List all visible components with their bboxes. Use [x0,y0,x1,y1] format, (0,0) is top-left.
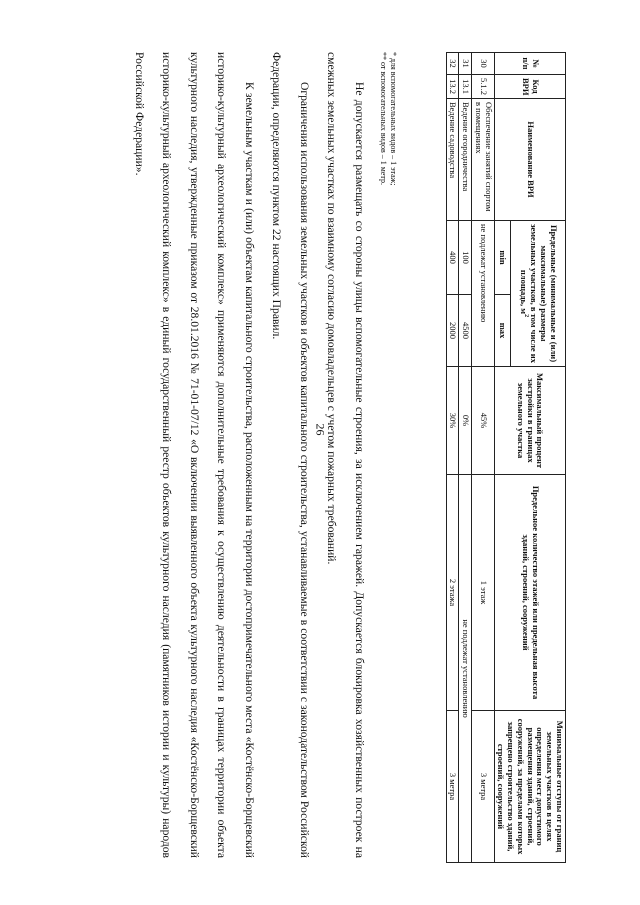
table-footnotes [377,52,398,185]
header-area-text: Предельные (минимальные и (или) максимальные) размеры земельных участков, в том числе их площадь, м [518,224,559,363]
rotated-landscape-content [66,52,566,862]
header-num: № п/п [494,53,565,75]
header-area-group [511,221,566,367]
regulations-table [446,52,566,863]
table-row [472,53,495,863]
cell-max: 4500 [459,295,472,367]
cell-size: не подлежат установлению [472,221,495,367]
cell-floors: 1 этаж [472,475,495,711]
header-max: max [494,295,510,367]
header-code: Код ВРИ [494,75,565,99]
cell-name: Ведение садоводства [446,99,459,221]
header-min: min [494,221,510,295]
cell-min: 400 [446,221,459,295]
page-number: 26 [313,423,328,436]
cell-code: 13.1 [459,75,472,99]
header-floors: Предельное количество этажей или предельная высота зданий, строений, сооружений [494,475,565,711]
cell-setback: 3 метра [472,711,495,863]
cell-num: 30 [472,53,495,75]
table-row [459,53,472,863]
footnote-2: ** от вспомогательных видов – 1 метр. [378,52,388,185]
paragraph-restrictions: Ограничения использования земельных участков и объектов капитального строительства, устанавливаемые в соответствии с законодательством Российской Федерации, определяются пунктом 22 настоящих Правил. [270,52,311,858]
header-area-sup: 2 [522,314,529,318]
table-row [446,53,459,863]
footnote-1: * для вспомогательных видов – 1 этаж; [389,52,398,186]
cell-name: Ведение огородничества [459,99,472,221]
paragraph-garages: Не допускается размещать со стороны улицы вспомогательные строения, за исключением гаражей. Допускается блокировка хозяйственных построек на смежных земельных участках по взаимному согласию домовладельцев с учетом пожарных требований. [325,52,366,858]
cell-name: Обеспечение занятий спортом в помещениях [472,99,495,221]
cell-code: 5.1.2 [472,75,495,99]
cell-setback: 3 метра [446,711,459,863]
cell-percent: 30% [446,367,459,475]
cell-floors: 2 этажа [446,475,459,711]
cell-percent: 0% [459,367,472,475]
header-setback: Минимальные отступы от границ земельных участков в целях определения мест допустимого размещения зданий, строений, сооружений, за пределами которых запрещено строительство зданий, строений, сооружений [494,711,565,863]
header-percent: Максимальный процент застройки в границах земельного участка [494,367,565,475]
cell-rest: не подлежат установлению [459,475,472,863]
paragraph-heritage: К земельным участкам и (или) объектам капитального строительства, расположенным на территории достопримечательного места «Костёнско-Борщевский историко-культурный археологический комплекс» применяются дополнительные требования к осуществлению деятельности в границах территории объекта культурного наследия, утвержденные приказом от 28.01.2016 № 71-01-07/12 «О включении выявленного объекта культурного наследия «Костёнско-Борщевский историко-культурный археологический комплекс» в единый государственный реестр объектов культурного наследия (памятников истории и культуры) народов Российской Федерации». [133,52,256,858]
cell-max: 2000 [446,295,459,367]
header-name: Наименование ВРИ [494,99,565,221]
cell-percent: 45% [472,367,495,475]
cell-min: 100 [459,221,472,295]
cell-num: 31 [459,53,472,75]
cell-code: 13.2 [446,75,459,99]
table-header-row [511,53,566,863]
body-text [126,52,374,858]
cell-num: 32 [446,53,459,75]
